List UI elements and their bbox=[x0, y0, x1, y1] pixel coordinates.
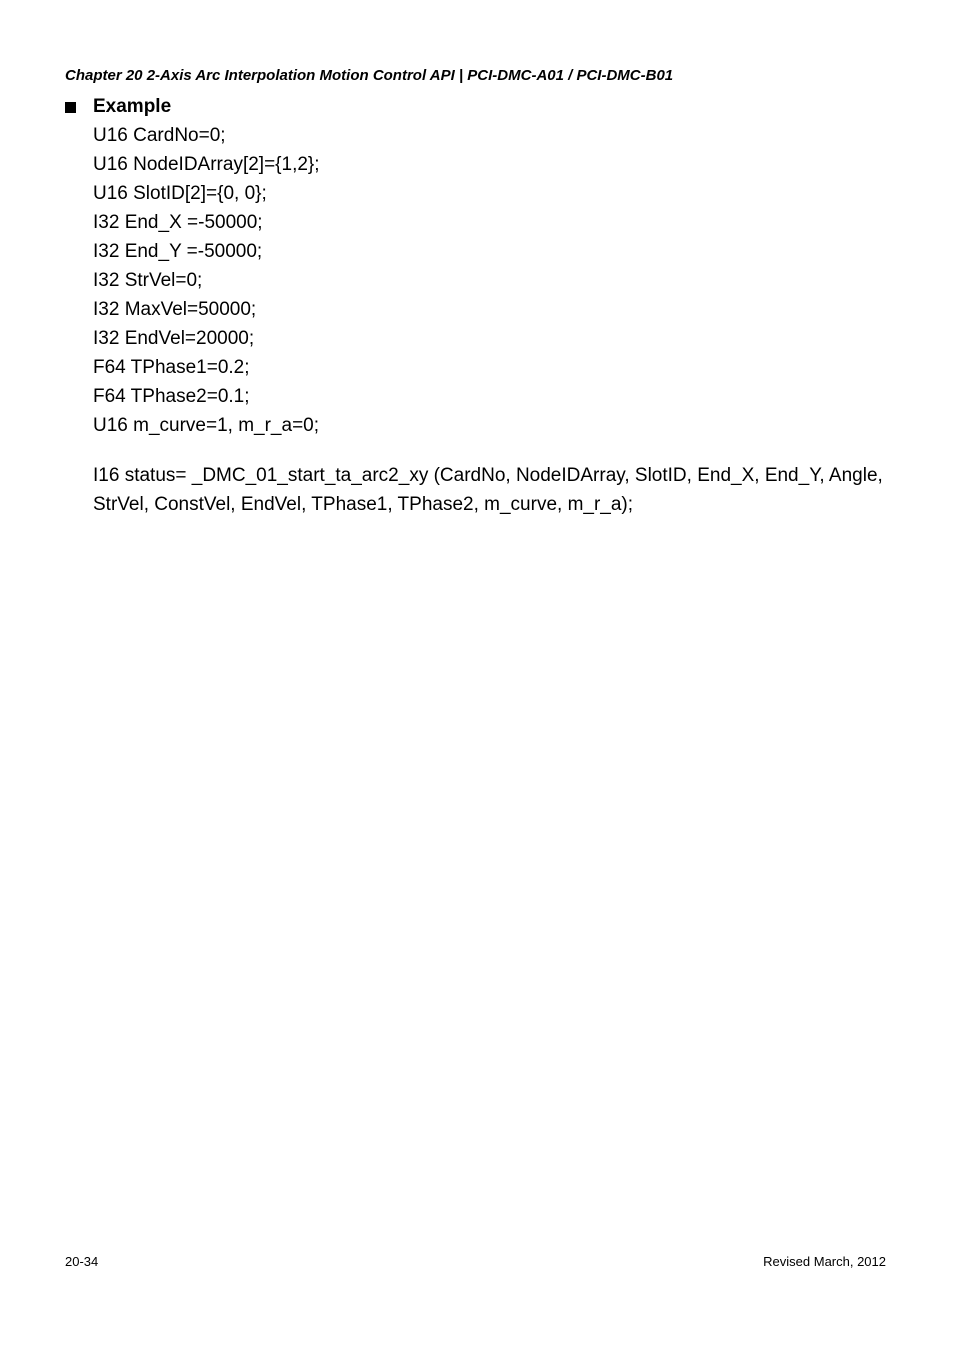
code-line: U16 NodeIDArray[2]={1,2}; bbox=[93, 154, 320, 175]
code-line: I32 End_Y =-50000; bbox=[93, 241, 263, 262]
code-line: U16 SlotID[2]={0, 0}; bbox=[93, 183, 267, 204]
section-title-label: Example bbox=[93, 96, 172, 117]
example-section-title bbox=[65, 95, 171, 119]
code-line: I32 EndVel=20000; bbox=[93, 328, 255, 349]
code-line: I32 End_X =-50000; bbox=[93, 212, 263, 233]
page-number: 20-34 bbox=[65, 1254, 99, 1269]
code-line: U16 m_curve=1, m_r_a=0; bbox=[93, 415, 320, 436]
function-call-line-1: I16 status= _DMC_01_start_ta_arc2_xy (CardNo, NodeIDArray, SlotID, End_X, End_Y, Angle, bbox=[93, 465, 883, 486]
square-bullet-icon bbox=[65, 102, 76, 113]
code-line: I32 MaxVel=50000; bbox=[93, 299, 257, 320]
code-line: F64 TPhase2=0.1; bbox=[93, 386, 250, 407]
page-header: Chapter 20 2-Axis Arc Interpolation Motion Control API | PCI-DMC-A01 / PCI-DMC-B01 bbox=[65, 67, 674, 84]
revision-date: Revised March, 2012 bbox=[763, 1254, 886, 1269]
code-line: F64 TPhase1=0.2; bbox=[93, 357, 250, 378]
code-example-list bbox=[93, 121, 320, 440]
code-line: U16 CardNo=0; bbox=[93, 125, 226, 146]
code-line: I32 StrVel=0; bbox=[93, 270, 203, 291]
function-call-line-2: StrVel, ConstVel, EndVel, TPhase1, TPhase2, m_curve, m_r_a); bbox=[93, 494, 634, 515]
